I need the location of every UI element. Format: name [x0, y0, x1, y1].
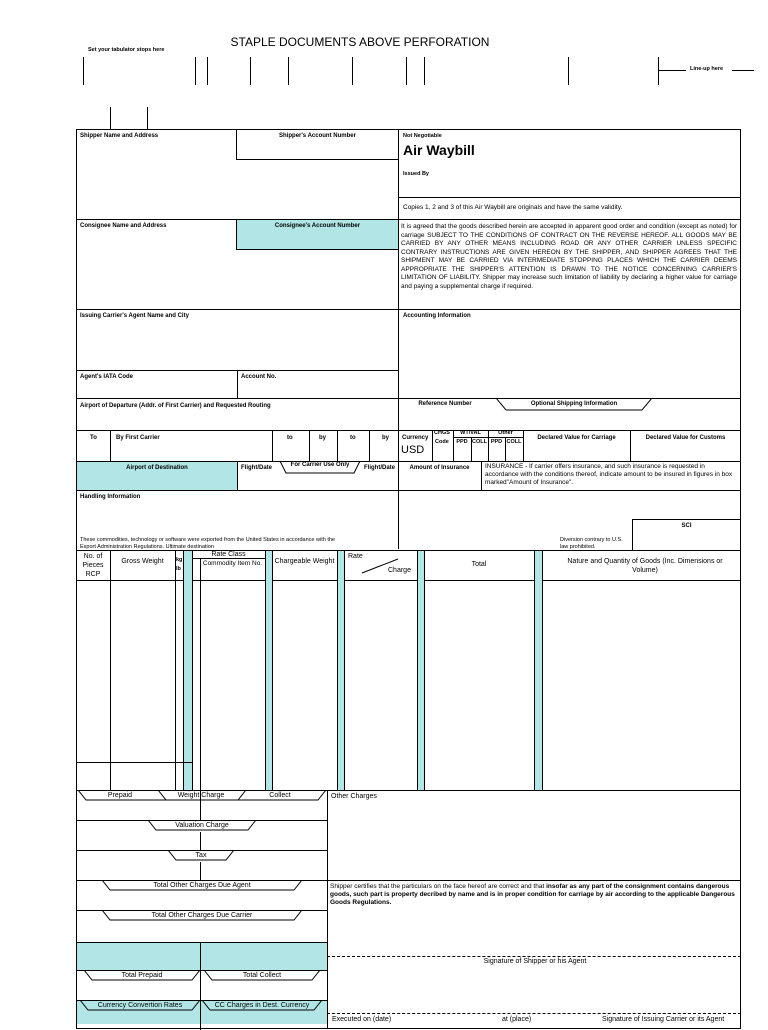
export-text: These commodities, technology or software were exported from the United States in accordance with the Export Administration Regulations. Ultimate destination [80, 537, 335, 550]
diversion-text: Diversion contrary to U.S. law prohibited. [560, 537, 623, 550]
at-place-label: at (place) [502, 1016, 532, 1023]
by-label-2: by [319, 435, 327, 441]
insurance-text: INSURANCE - If carrier offers insurance, and such insurance is requested in accordance with the conditions thereof, indicate amount to be insured in figures in box marked"Amount of Insurance". [485, 463, 733, 486]
ppd-label-2: PPD [490, 439, 503, 445]
consignee-account-label: Consignee's Account Number [274, 223, 361, 229]
rate-header: Rate [348, 553, 363, 560]
valuation-label: Valuation Charge [175, 822, 229, 829]
handling-label: Handling Information [80, 494, 141, 500]
by-first-carrier-label: By First Carrier [116, 435, 160, 441]
chgs-label: CHGS [434, 430, 450, 436]
account-no-label: Account No. [241, 374, 277, 380]
issuing-agent-label: Issuing Carrier's Agent Name and City [80, 313, 189, 319]
airport-departure-label: Airport of Departure (Addr. of First Carrier) and Requested Routing [80, 403, 271, 409]
coll-label-2: COLL [506, 439, 522, 445]
conditions-text: It is agreed that the goods described herein are accepted in apparent good order and condition (except as noted) for carriage SUBJECT TO THE CONDITIONS OF CONTRACT ON THE REVERSE HEREOF. ALL GOODS MAY BE CARRIED BY ANY OTHER MEANS INCLUDING ROAD OR ANY OTHER CARRIER UNLESS SPECIFIC CONTRARY INSTRUCTIONS ARE GIVEN HEREON BY THE SHIPPER, AND SHIPPER AGREES THAT THE SHIPMENT MAY BE CARRIED VIA INTERMEDIATE STOPPING PLACES WHICH THE CARRIER DEEMS APPROPRIATE THE SHIPPER'S ATTENTION IS DRAWN TO THE NOTICE CONCERNING CARRIER'S LIMITATION OF LIABILITY. Shipper may increase such limitation of liability by declaring a higher value for carriage and paying a supplemental charge if required. [401, 223, 737, 290]
to-label-3: to [350, 435, 356, 441]
total-other-carrier-label: Total Other Charges Due Carrier [151, 912, 253, 919]
copies-text: Copies 1, 2 and 3 of this Air Waybill are originals and have the same validity. [403, 204, 623, 211]
declared-customs-label: Declared Value for Customs [645, 435, 726, 441]
certify-text [330, 883, 738, 907]
agent-iata-label: Agent's IATA Code [80, 374, 133, 380]
reference-number-label: Reference Number [418, 401, 472, 407]
other-label: Other [498, 430, 513, 436]
flight-date-label-2: Flight/Date [364, 465, 395, 471]
certify-bold: insofar as any part of the consignment contains dangerous goods, such part is property decribed by name and is in proper condition for carriage by air according to the applicable Dangerous Goods Regulations. [330, 883, 735, 906]
lb-label: lb [176, 566, 181, 572]
consignee-name-label: Consignee Name and Address [80, 223, 167, 229]
currency-label: Currency [402, 435, 429, 441]
cc-charges-label: CC Charges in Dest. Currency [214, 1002, 310, 1009]
not-negotiable-label: Not Negotiable [403, 133, 442, 139]
sig-shipper-label: Signature of Shipper or his Agent [483, 958, 587, 965]
to-label: To [90, 435, 97, 441]
gross-header: Gross Weight [121, 558, 164, 565]
tax-label: Tax [195, 852, 207, 859]
chargeable-header: Chargeable Weight [274, 558, 335, 565]
total-prepaid-label: Total Prepaid [121, 972, 163, 979]
weight-charge-label: Weight Charge [177, 792, 225, 799]
rate-class-header: Rate Class [211, 551, 246, 558]
total-header: Total [471, 561, 487, 568]
carrier-use-label: For Carrier Use Only [290, 462, 350, 468]
coll-label: COLL [472, 439, 487, 445]
shipper-account-label: Shipper's Account Number [279, 133, 356, 139]
total-other-agent-label: Total Other Charges Due Agent [153, 882, 251, 889]
to-label-2: to [287, 435, 293, 441]
sig-carrier-label: Signature of Issuing Carrier or its Agent [602, 1016, 725, 1023]
declared-carriage-label: Declared Value for Carriage [537, 435, 616, 441]
collect-label: Collect [269, 792, 291, 799]
charge-header: Charge [388, 567, 411, 574]
shipper-name-label: Shipper Name and Address [80, 133, 159, 139]
nature-header: Nature and Quantity of Goods (Inc. Dimensions or Volume) [567, 558, 723, 574]
lineup-label: Line-up here [690, 66, 724, 72]
waybill-title: Air Waybill [403, 142, 475, 158]
ppd-label: PPD [456, 439, 468, 445]
optional-shipping-label: Optional Shipping Information [530, 401, 618, 407]
staple-heading: STAPLE DOCUMENTS ABOVE PERFORATION [230, 35, 490, 49]
accounting-label: Accounting Information [403, 313, 471, 319]
executed-label: Executed on (date) [332, 1016, 392, 1023]
other-charges-label: Other Charges [331, 793, 377, 800]
wtval-label: WT/VAL [460, 430, 481, 436]
tab-stops-label: Set your tabulator stops here [88, 47, 165, 53]
total-collect-label: Total Collect [242, 972, 282, 979]
currency-conversion-label: Currency Convertion Rates [97, 1002, 183, 1009]
total-prepaid-field[interactable] [77, 943, 200, 970]
issued-by-label: Issued By [403, 171, 429, 177]
prepaid-label: Prepaid [107, 792, 133, 799]
total-collect-field[interactable] [201, 943, 327, 970]
code-label: Code [435, 439, 449, 445]
pieces-header: No. of Pieces RCP [82, 553, 104, 578]
airport-destination-label: Airport of Destination [126, 465, 188, 471]
flight-date-label: Flight/Date [241, 465, 272, 471]
sci-label: SCI [681, 523, 692, 529]
commodity-header: Commodity Item No. [202, 560, 263, 567]
amount-insurance-label: Amount of Insurance [409, 465, 470, 471]
by-label-3: by [382, 435, 390, 441]
currency-value[interactable]: USD [401, 444, 425, 456]
kg-label: kg [176, 557, 183, 563]
certify-plain: Shipper certifies that the particulars on the face hereof are correct and that [330, 883, 545, 890]
